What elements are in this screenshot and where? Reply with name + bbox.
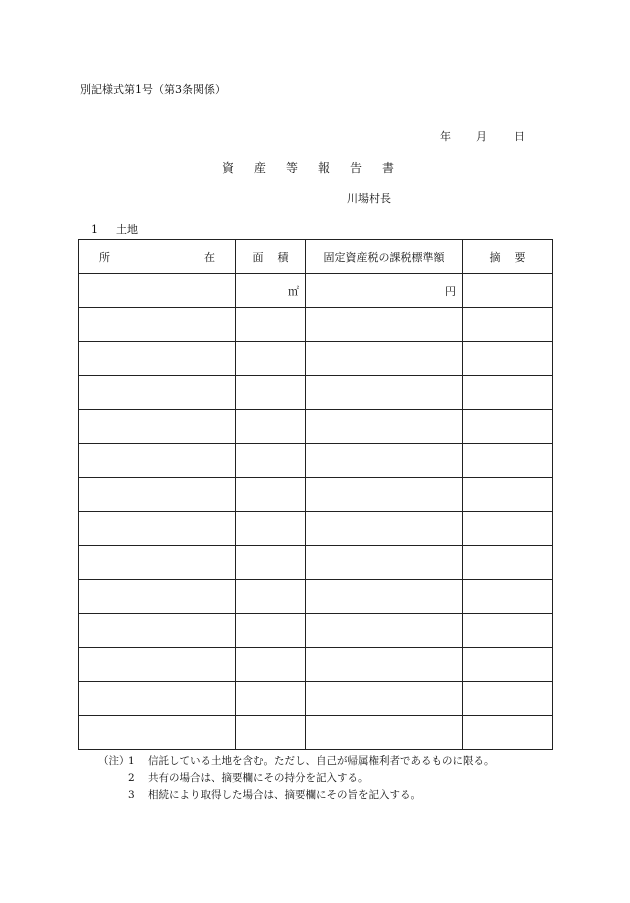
remarks-cell[interactable]	[463, 682, 553, 716]
area-cell[interactable]	[236, 682, 306, 716]
valuation-cell[interactable]	[306, 410, 463, 444]
valuation-cell[interactable]	[306, 376, 463, 410]
location-cell[interactable]	[79, 376, 236, 410]
note-text: 相続により取得した場合は、摘要欄にその旨を記入する。	[148, 789, 421, 801]
table-row	[79, 580, 553, 614]
valuation-cell[interactable]	[306, 648, 463, 682]
area-cell[interactable]	[236, 648, 306, 682]
valuation-cell[interactable]	[306, 342, 463, 376]
section-number: 1	[91, 223, 98, 236]
location-cell[interactable]	[79, 512, 236, 546]
table-row	[79, 546, 553, 580]
date-line	[440, 128, 525, 144]
table-row	[79, 682, 553, 716]
date-month-label: 月	[476, 130, 487, 143]
notes	[98, 753, 495, 804]
area-unit: ㎡	[288, 284, 299, 298]
valuation-cell[interactable]	[306, 614, 463, 648]
area-cell[interactable]	[236, 580, 306, 614]
remarks-cell[interactable]	[463, 512, 553, 546]
valuation-cell[interactable]	[306, 512, 463, 546]
area-cell[interactable]	[236, 274, 306, 308]
table-row	[79, 274, 553, 308]
valuation-cell[interactable]	[306, 478, 463, 512]
area-cell[interactable]	[236, 546, 306, 580]
valuation-cell[interactable]	[306, 274, 463, 308]
header-location	[79, 240, 236, 274]
remarks-cell[interactable]	[463, 376, 553, 410]
area-cell[interactable]	[236, 342, 306, 376]
header-location-right: 在	[204, 250, 215, 264]
table-row	[79, 648, 553, 682]
land-table	[78, 239, 553, 750]
location-cell[interactable]	[79, 614, 236, 648]
location-cell[interactable]	[79, 274, 236, 308]
remarks-cell[interactable]	[463, 342, 553, 376]
area-cell[interactable]	[236, 410, 306, 444]
table-row	[79, 478, 553, 512]
section-label: 土地	[116, 223, 138, 236]
table-row	[79, 614, 553, 648]
note-number: 2	[128, 772, 135, 784]
remarks-cell[interactable]	[463, 580, 553, 614]
remarks-cell[interactable]	[463, 546, 553, 580]
note-item	[98, 753, 495, 770]
header-valuation: 固定資産税の課税標準額	[306, 240, 463, 274]
table-row	[79, 308, 553, 342]
date-day-label: 日	[514, 130, 525, 143]
table-row	[79, 512, 553, 546]
form-number: 別記様式第1号（第3条関係）	[80, 83, 226, 96]
table-row	[79, 716, 553, 750]
location-cell[interactable]	[79, 410, 236, 444]
area-cell[interactable]	[236, 478, 306, 512]
remarks-cell[interactable]	[463, 410, 553, 444]
area-cell[interactable]	[236, 512, 306, 546]
valuation-unit: 円	[445, 284, 456, 298]
area-cell[interactable]	[236, 308, 306, 342]
remarks-cell[interactable]	[463, 716, 553, 750]
valuation-cell[interactable]	[306, 682, 463, 716]
note-text: 信託している土地を含む。ただし、自己が帰属権利者であるものに限る。	[148, 755, 495, 767]
remarks-cell[interactable]	[463, 444, 553, 478]
location-cell[interactable]	[79, 580, 236, 614]
table-header-row	[79, 240, 553, 274]
remarks-cell[interactable]	[463, 614, 553, 648]
location-cell[interactable]	[79, 648, 236, 682]
valuation-cell[interactable]	[306, 308, 463, 342]
table-row	[79, 410, 553, 444]
note-number: 3	[128, 789, 135, 801]
valuation-cell[interactable]	[306, 716, 463, 750]
note-text: 共有の場合は、摘要欄にその持分を記入する。	[148, 772, 369, 784]
area-cell[interactable]	[236, 376, 306, 410]
location-cell[interactable]	[79, 342, 236, 376]
location-cell[interactable]	[79, 716, 236, 750]
note-item	[98, 770, 495, 787]
table-row	[79, 376, 553, 410]
date-year-label: 年	[440, 130, 451, 143]
header-remarks: 摘要	[463, 240, 553, 274]
document-title: 資産等報告書	[222, 161, 415, 175]
header-location-left: 所	[99, 250, 110, 264]
location-cell[interactable]	[79, 308, 236, 342]
remarks-cell[interactable]	[463, 274, 553, 308]
notes-lead: （注）	[98, 755, 130, 767]
table-row	[79, 342, 553, 376]
valuation-cell[interactable]	[306, 546, 463, 580]
table-row	[79, 444, 553, 478]
section-heading	[91, 221, 138, 237]
valuation-cell[interactable]	[306, 580, 463, 614]
note-item	[98, 787, 495, 804]
header-area: 面積	[236, 240, 306, 274]
location-cell[interactable]	[79, 444, 236, 478]
area-cell[interactable]	[236, 716, 306, 750]
remarks-cell[interactable]	[463, 478, 553, 512]
area-cell[interactable]	[236, 614, 306, 648]
location-cell[interactable]	[79, 546, 236, 580]
valuation-cell[interactable]	[306, 444, 463, 478]
addressee: 川場村長	[347, 192, 391, 205]
table-body	[79, 274, 553, 750]
area-cell[interactable]	[236, 444, 306, 478]
remarks-cell[interactable]	[463, 308, 553, 342]
remarks-cell[interactable]	[463, 648, 553, 682]
note-number: 1	[128, 755, 135, 767]
location-cell[interactable]	[79, 478, 236, 512]
location-cell[interactable]	[79, 682, 236, 716]
